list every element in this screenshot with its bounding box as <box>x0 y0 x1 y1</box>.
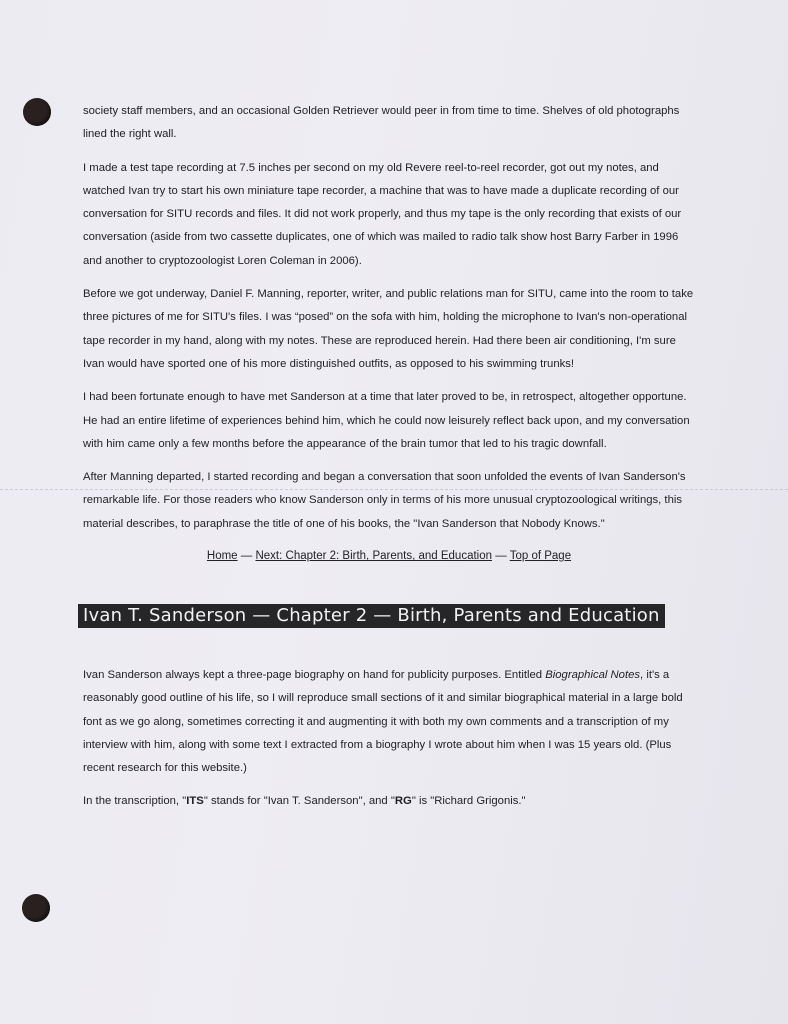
its-abbreviation: ITS <box>186 794 204 807</box>
nav-separator: — <box>237 550 256 563</box>
paragraph-manning-departed: After Manning departed, I started recording and began a conversation that soon unfolded the events of Ivan Sanderson's remarkable life. For those readers who know Sanderson only in terms of his more unusual cryptozoological writings, this material describes, to paraphrase the title of one of his books, the "Ivan Sanderson that Nobody Knows." <box>83 471 686 530</box>
chapter-2-heading: Ivan T. Sanderson — Chapter 2 — Birth, Parents and Education <box>78 604 665 628</box>
nav-separator: — <box>492 550 510 563</box>
next-chapter-link[interactable]: Next: Chapter 2: Birth, Parents, and Education <box>255 550 493 563</box>
transcription-text: " stands for "Ivan T. Sanderson", and " <box>203 794 395 807</box>
paragraph-society-staff: society staff members, and an occasional Golden Retriever would peer in from time to time. Shelves of old photographs lined the right wall. <box>83 105 680 141</box>
document-body <box>83 100 695 822</box>
punch-hole-top <box>23 98 51 126</box>
paragraph-manning-photos: Before we got underway, Daniel F. Manning, reporter, writer, and public relations man for SITU, came into the room to take three pictures of me for SITU's files. I was “posed” on the sofa with him, holding the microphone to Ivan's non-operational tape recorder in my hand, along with my notes. These are reproduced herein. Had there been air conditioning, I'm sure Ivan would have sported one of his more distinguished outfits, as opposed to his swimming trunks! <box>83 288 694 370</box>
paragraph-biographical-notes <box>83 664 695 780</box>
paragraph-fortunate: I had been fortunate enough to have met Sanderson at a time that later proved to be, in retrospect, altogether opportune. He had an entire lifetime of experiences behind him, which he could now leisurely reflect back upon, and my conversation with him came only a few months before the appearance of the brain tumor that led to his tragic downfall. <box>83 391 690 450</box>
transcription-text: " is "Richard Grigonis." <box>411 794 526 807</box>
intro-text-continued: , it's a reasonably good outline of his life, so I will reproduce small sections of it and similar biographical material in a large bold font as we go along, sometimes correcting it and augmenting it with both my own comments and a transcription of my interview with him, along with some text I extracted from a biography I wrote about him when I was 15 years old. (Plus recent research for this website.) <box>83 669 683 775</box>
biographical-notes-title: Biographical Notes <box>545 669 641 682</box>
rg-abbreviation: RG <box>394 794 412 807</box>
paragraph-transcription-key <box>83 790 695 813</box>
paragraph-test-tape: I made a test tape recording at 7.5 inches per second on my old Revere reel-to-reel recorder, got out my notes, and watched Ivan try to start his own miniature tape recorder, a machine that was to have made a duplicate recording of our conversation for SITU records and files. It did not work properly, and thus my tape is the only recording that exists of our conversation (aside from two cassette duplicates, one of which was mailed to radio talk show host Barry Farber in 1996 and another to cryptozoologist Loren Coleman in 2006). <box>83 161 682 267</box>
punch-hole-bottom <box>22 894 50 922</box>
intro-text: Ivan Sanderson always kept a three-page biography on hand for publicity purposes. Entitled <box>83 669 546 682</box>
chapter-navigation <box>83 546 695 566</box>
chapter-2-body <box>83 664 695 813</box>
transcription-text: In the transcription, " <box>83 794 187 807</box>
top-of-page-link[interactable]: Top of Page <box>509 550 572 563</box>
home-link[interactable]: Home <box>206 550 238 563</box>
